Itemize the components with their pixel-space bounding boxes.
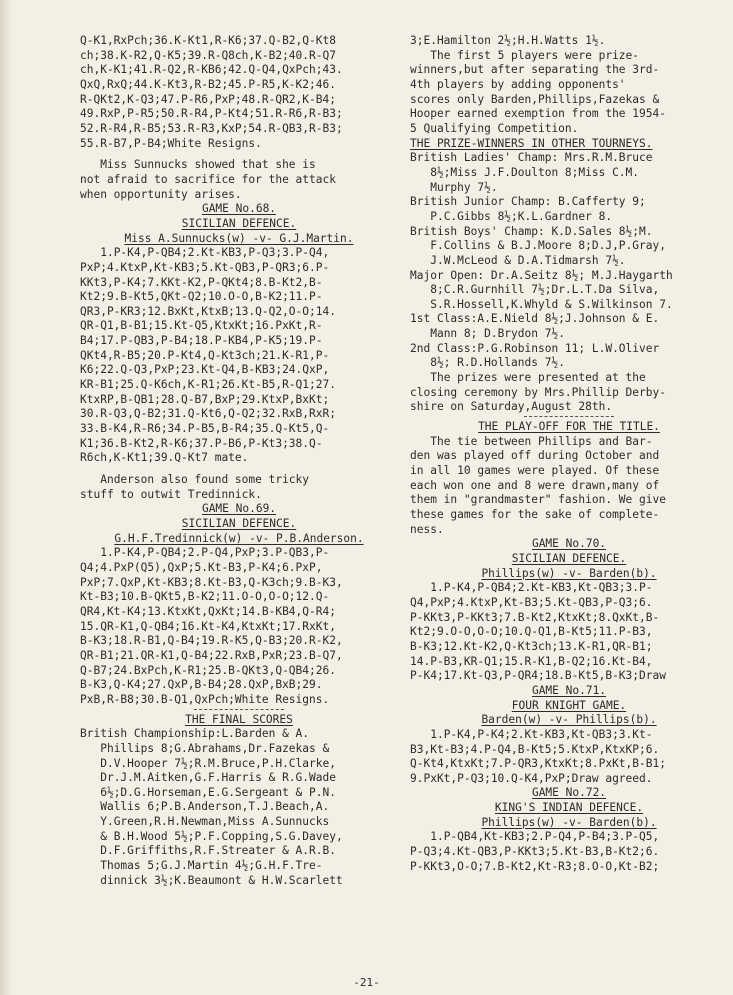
- text-paragraph: British Ladies' Champ: Mrs.R.M.Bruce 8½;Miss J.F.Doulton 8;Miss C.M. Murphy 7½. British Junior Champ: B.Cafferty 9; P.C.Gibbs 8½;K.L.Gardner 8. British Boys' Champ: K.D.Sales 8½;M. F.Collins & B.J.Moore 8;D.J,P.Gray, J.W.McLeod & D.A.Tidmarsh 7½. Major Open: Dr.A.Seitz 8½; M.J.Haygarth 8;C.R.Gurnhill 7½;Dr.L.T.Da Silva, S.R.Hossell,K.Whyld & S.Wilkinson 7. 1st Class:A.E.Nield 8½;J.Johnson & E. Mann 8; D.Brydon 7½. 2nd Class:P.G.Robinson 11; L.W.Oliver 8½; R.D.Hollands 7½.: [410, 151, 673, 370]
- text-paragraph: 1.P-K4,P-QB4;2.P-Q4,PxP;3.P-QB3,P- Q4;4.PxP(Q5),QxP;5.Kt-B3,P-K4;6.PxP, PxP;7.QxP,Kt-KB3;8.Kt-B3,Q-K3ch;9.B-K3, Kt-B3;10.B-QKt5,B-K2;11.O-O,O-O;12.Q- QR4,Kt-K4;13.KtxKt,QxKt;14.B-KB4,Q-R4; 15.QR-K1,Q-QB4;16.Kt-K4,KtxKt;17.RxKt, B-K3;18.R-B1,Q-B4;19.R-K5,Q-B3;20.R-K2, QR-B1;21.QR-K1,Q-B4;22.RxB,PxR;23.B-Q7, Q-B7;24.BxPch,K-R1;25.B-QKt3,Q-QB4;26. B-K3,Q-K4;27.QxP,B-B4;28.QxP,BxB;29. PxB,R-B8;30.B-Q1,QxPch;White Resigns.: [80, 546, 343, 706]
- section-heading: THE PLAY-OFF FOR THE TITLE.: [478, 420, 660, 434]
- text-paragraph: 1.P-QB4,Kt-KB3;2.P-Q4,P-B4;3.P-Q5, P-Q3;4.Kt-QB3,P-KKt3;5.Kt-B3,B-Kt2;6. P-KKt3,O-O;7.B-Kt2,Kt-R3;8.O-O,Kt-B2;: [410, 830, 660, 873]
- section-heading: GAME No.72.: [531, 786, 607, 800]
- section-heading: Barden(w) -v- Phillips(b).: [481, 713, 657, 727]
- spacer: [80, 466, 398, 473]
- section-heading: G.H.F.Tredinnick(w) -v- P.B.Anderson.: [114, 531, 364, 545]
- section-heading: THE FINAL SCORES: [185, 712, 293, 726]
- text-paragraph: Anderson also found some tricky stuff to outwit Tredinnick.: [80, 473, 310, 501]
- section-heading: GAME No.70.: [531, 537, 607, 551]
- text-paragraph: The prizes were presented at the closing ceremony by Mrs.Phillip Derby- shire on Saturday,August 28th.: [410, 371, 666, 414]
- section-heading: Phillips(w) -v- Barden(b).: [481, 815, 657, 829]
- section-heading: SICILIAN DEFENCE.: [511, 551, 627, 565]
- section-divider: [194, 709, 284, 710]
- text-paragraph: 1.P-K4,P-QB4;2.Kt-KB3,P-Q3;3.P-Q4, PxP;4.KtxP,Kt-KB3;5.Kt-QB3,P-QR3;6.P- KKt3,P-K4;7.KKt-K2,P-QKt4;8.B-Kt2,B- Kt2;9.B-Kt5,QKt-Q2;10.O-O,B-K2;11.P- QR3,P-KR3;12.BxKt,KtxB;13.Q-Q2,O-O;14. QR-Q1,B-B1;15.Kt-Q5,KtxKt;16.PxKt,R- B4;17.P-QB3,P-B4;18.P-KB4,P-K5;19.P- QKt4,R-B5;20.P-Kt4,Q-Kt3ch;21.K-R1,P- K6;22.Q-Q3,PxP;23.Kt-Q4,B-KB3;24.QxP, KR-B1;25.Q-K6ch,K-R1;26.Kt-B5,R-Q1;27. KtxRP,B-QB1;28.Q-B7,BxP;29.KtxP,BxKt; 30.R-Q3,Q-B2;31.Q-Kt6,Q-Q2;32.RxB,RxR; 33.B-K4,R-R6;34.P-B5,B-R4;35.Q-Kt5,Q- K1;36.B-Kt2,R-K6;37.P-B6,P-Kt3;38.Q- R6ch,K-Kt1;39.Q-Kt7 mate.: [80, 246, 336, 465]
- text-paragraph: Miss Sunnucks showed that she is not afraid to sacrifice for the attack when opportunity arises.: [80, 158, 336, 201]
- section-heading: FOUR KNIGHT GAME.: [511, 698, 627, 712]
- section-heading: SICILIAN DEFENCE.: [181, 517, 297, 530]
- section-heading: GAME No.71.: [531, 683, 607, 697]
- section-heading: GAME No.69.: [201, 502, 277, 516]
- right-column: [410, 34, 728, 874]
- text-paragraph: 1.P-K4,P-K4;2.Kt-KB3,Kt-QB3;3.Kt- B3,Kt-B3;4.P-Q4,B-Kt5;5.KtxP,KtxKP;6. Q-Kt4,KtxKt;7.P-QR3,KtxKt;8.PxKt,B-B1; 9.PxKt,P-Q3;10.Q-K4,PxP;Draw agreed.: [410, 727, 666, 785]
- section-heading: THE PRIZE-WINNERS IN OTHER TOURNEYS.: [410, 136, 653, 150]
- spacer: [80, 151, 398, 158]
- section-heading: KING'S INDIAN DEFENCE.: [494, 801, 644, 815]
- section-heading: Phillips(w) -v- Barden(b).: [481, 566, 657, 580]
- left-column: [80, 34, 398, 888]
- section-divider: [524, 416, 614, 417]
- text-paragraph: Q-K1,RxPch;36.K-Kt1,R-K6;37.Q-B2,Q-Kt8 ch;38.K-R2,Q-K5;39.R-Q8ch,K-B2;40.R-Q7 ch,K-K1;41.R-Q2,R-KB6;42.Q-Q4,QxPch;43. QxQ,RxQ;44.K-Kt3,R-B2;45.P-R5,K-K2;46. R-QKt2,K-Q3;47.P-R6,PxP;48.R-QR2,K-B4; 49.RxP,P-R5;50.R-R4,P-Kt4;51.R-R6,R-B3; 52.R-R4,R-B5;53.R-R3,KxP;54.R-QB3,R-B3; 55.R-B7,P-B4;White Resigns.: [80, 34, 343, 150]
- text-paragraph: 1.P-K4,P-QB4;2.Kt-KB3,Kt-QB3;3.P- Q4,PxP;4.KtxP,Kt-B3;5.Kt-QB3,P-Q3;6. P-KKt3,P-KKt3;7.B-Kt2,KtxKt;8.QxKt,B- Kt2;9.O-O,O-O;10.Q-Q1,B-Kt5;11.P-B3, B-K3;12.Kt-K2,Q-Kt3ch;13.K-R1,QR-B1; 14.P-B3,KR-Q1;15.R-K1,B-Q2;16.Kt-B4, P-K4;17.Kt-Q3,P-QR4;18.B-Kt5,B-K3;Draw: [410, 581, 666, 683]
- text-paragraph: 3;E.Hamilton 2½;H.H.Watts 1½.: [410, 34, 606, 47]
- section-heading: GAME No.68.: [201, 202, 277, 216]
- binding-edge: [0, 0, 12, 995]
- text-paragraph: The tie between Phillips and Bar- den was played off during October and in all 10 games were played. Of these each won one and 8 were drawn,many of them in "grandmaster" fashion. We give these games for the sake of complete- ness.: [410, 434, 666, 536]
- section-heading: SICILIAN DEFENCE.: [181, 216, 297, 230]
- text-paragraph: The first 5 players were prize- winners,but after separating the 3rd- 4th players by adding opponents' scores only Barden,Phillips,Fazekas & Hooper earned exemption from the 1954- 5 Qualifying Competition.: [410, 48, 666, 135]
- text-paragraph: British Championship:L.Barden & A. Phillips 8;G.Abrahams,Dr.Fazekas & D.V.Hooper 7½;R.M.Bruce,P.H.Clarke, Dr.J.M.Aitken,G.F.Harris & R.G.Wade 6½;D.G.Horseman,E.G.Sergeant & P.N. Wallis 6;P.B.Anderson,T.J.Beach,A. Y.Green,R.H.Newman,Miss A.Sunnucks & B.H.Wood 5½;P.F.Copping,S.G.Davey, D.F.Griffiths,R.F.Streater & A.R.B. Thomas 5;G.J.Martin 4½;G.H.F.Tre- dinnick 3½;K.Beaumont & H.W.Scarlett: [80, 727, 343, 887]
- page-number: -21-: [353, 976, 380, 989]
- section-heading: Miss A.Sunnucks(w) -v- G.J.Martin.: [124, 231, 354, 245]
